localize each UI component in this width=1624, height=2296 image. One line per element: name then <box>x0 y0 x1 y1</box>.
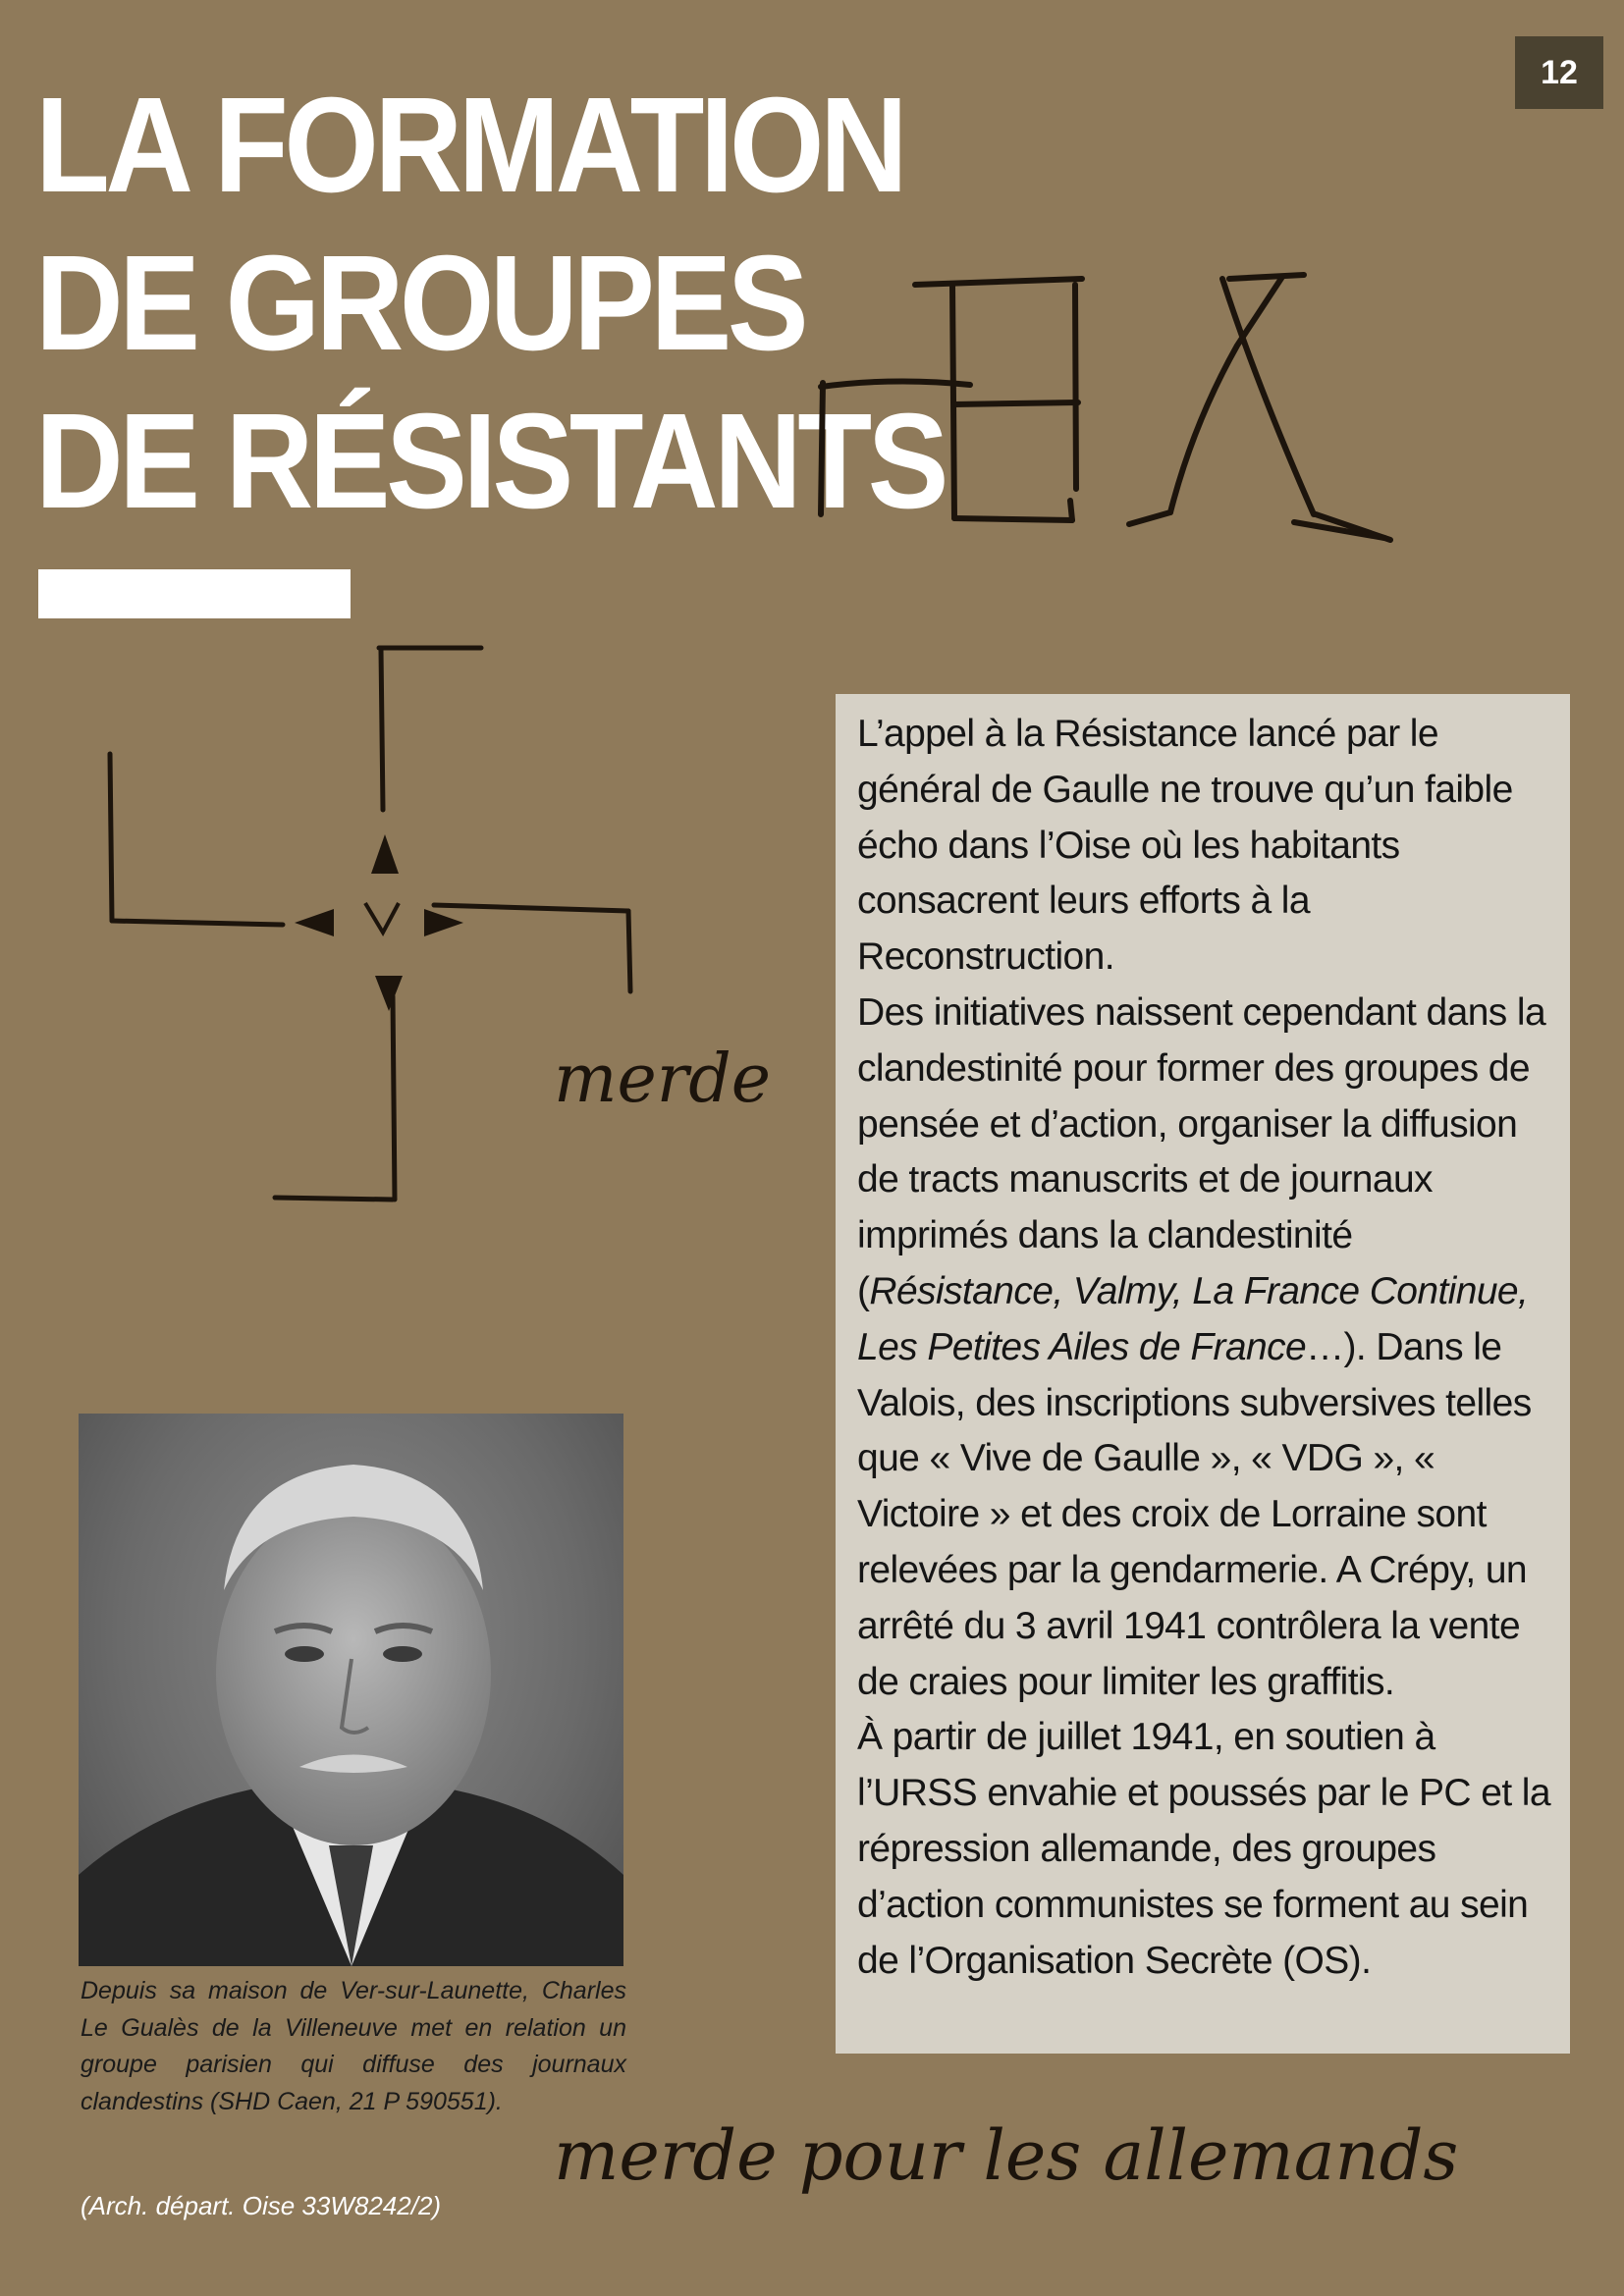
graffiti-phrase-text: merde pour les allemands <box>554 2115 1459 2196</box>
graffiti-lorraine-cross-x-icon <box>805 257 1492 552</box>
title-line-3: DE RÉSISTANTS <box>35 386 946 537</box>
graffiti-phrase-bottom <box>550 2081 1532 2218</box>
newspaper-titles: Résistance, Valmy, La France Continue, Les Petites Ailes de France <box>857 1269 1529 1368</box>
title-underline-bar <box>38 569 351 618</box>
body-paragraph-3: À partir de juillet 1941, en soutien à l’URSS envahie et poussés par le PC et la répression allemande, des groupes d’action communistes se forment au sein de l’Organisation Secrète (OS). <box>857 1716 1550 1982</box>
graffiti-word-merde <box>550 1021 844 1139</box>
body-paragraph-1: L’appel à la Résistance lancé par le général de Gaulle ne trouve qu’un faible écho dans l’Oise où les habitants consacrent leurs efforts à la Reconstruction. <box>857 713 1513 979</box>
page-number-badge <box>1515 36 1603 109</box>
portrait-figure-icon <box>79 1414 623 1966</box>
photo-caption: Depuis sa maison de Ver-sur-Launette, Charles Le Gualès de la Villeneuve met en relation un groupe parisien qui diffuse des journaux clandestins (SHD Caen, 21 P 590551). <box>81 1977 626 2115</box>
portrait-photo <box>79 1414 623 1966</box>
graffiti-merde-text: merde <box>554 1041 771 1118</box>
archive-source: (Arch. départ. Oise 33W8242/2) <box>81 2191 442 2220</box>
page-number: 12 <box>1541 53 1578 91</box>
title-line-1: LA FORMATION <box>35 70 904 221</box>
title-line-2: DE GROUPES <box>35 228 805 379</box>
main-text-panel <box>836 694 1570 2054</box>
body-paragraph-2: Des initiatives naissent cependant dans la clandestinité pour former des groupes de pensée et d’action, organiser la diffusion de tracts manuscrits et de journaux imprimés dans la clandestinité (Résistance, Valmy, La France Continue, Les Petites Ailes de France…). Dans le Valois, des inscriptions subversives telles que « Vive de Gaulle », « VDG », « Victoire » et des croix de Lorraine sont relevées par la gendarmerie. A Crépy, un arrêté du 3 avril 1941 contrôlera la vente de craies pour limiter les graffitis. <box>857 990 1546 1703</box>
